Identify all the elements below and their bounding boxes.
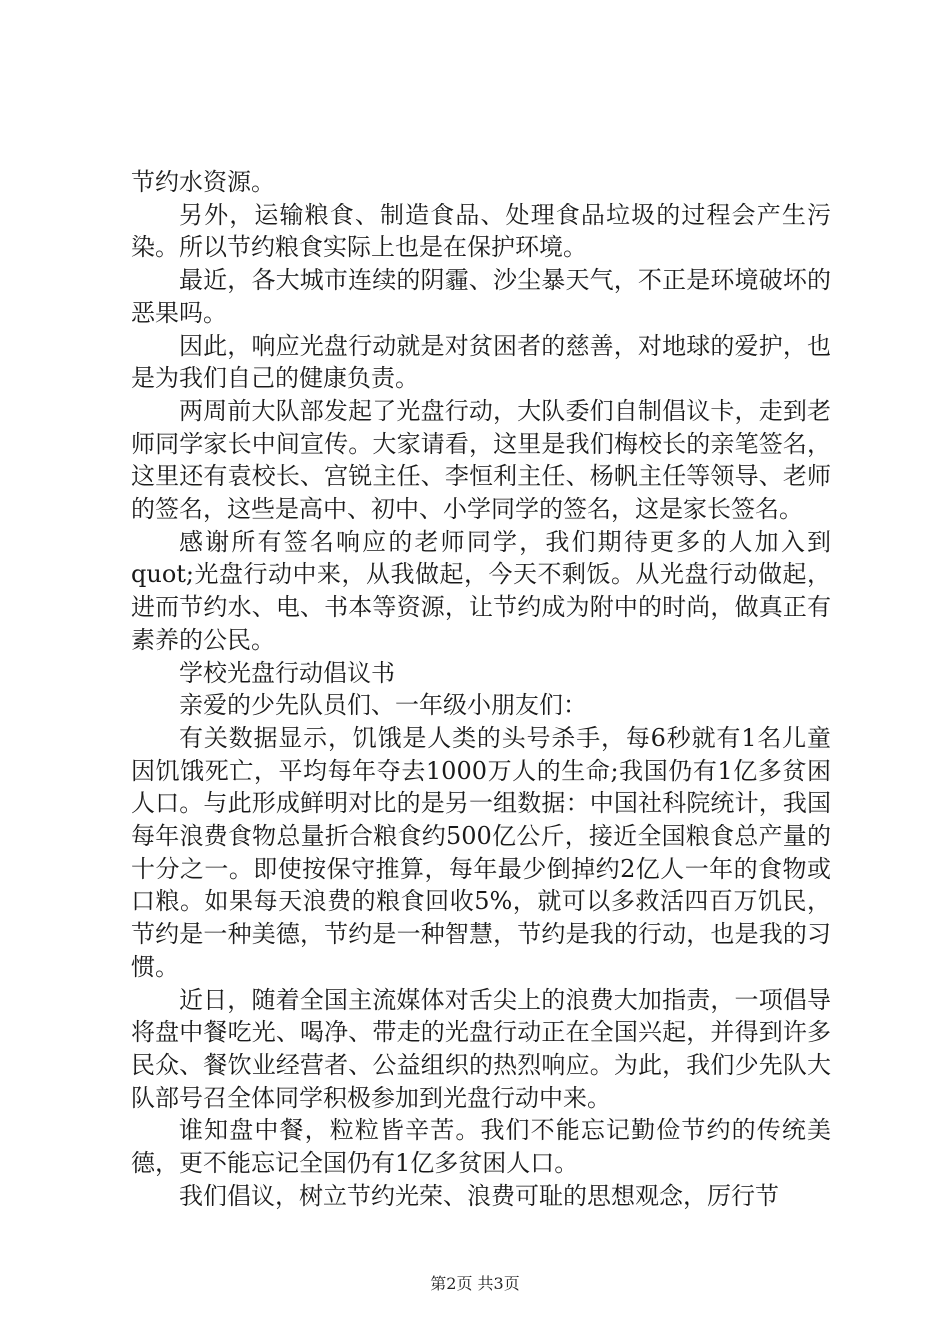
page-number-footer: 第2页 共3页	[430, 1274, 520, 1293]
paragraph-1: 节约水资源。	[131, 168, 275, 196]
section-title: 学校光盘行动倡议书	[179, 658, 395, 687]
paragraph-6: 感谢所有签名响应的老师同学，我们期待更多的人加入到quot;光盘行动中来，从我做起，今天不剩饭。从光盘行动做起，进而节约水、电、书本等资源，让节约成为附中的时尚，做真正有素养的公民。	[131, 527, 831, 654]
paragraph-12: 我们倡议，树立节约光荣、浪费可耻的思想观念，厉行节	[179, 1181, 779, 1210]
paragraph-10: 近日，随着全国主流媒体对舌尖上的浪费大加指责，一项倡导将盘中餐吃光、喝净、带走的光盘行动正在全国兴起，并得到许多民众、餐饮业经营者、公益组织的热烈响应。为此，我们少先队大队部号召全体同学积极参加到光盘行动中来。	[131, 985, 831, 1112]
document-body	[131, 166, 831, 1213]
paragraph-3: 最近，各大城市连续的阴霾、沙尘暴天气，不正是环境破坏的恶果吗。	[131, 266, 831, 327]
paragraph-4: 因此，响应光盘行动就是对贫困者的慈善，对地球的爱护，也是为我们自己的健康负责。	[131, 331, 831, 393]
paragraph-11: 谁知盘中餐，粒粒皆辛苦。我们不能忘记勤俭节约的传统美德，更不能忘记全国仍有1亿多贫困人口。	[131, 1116, 831, 1178]
paragraph-5: 两周前大队部发起了光盘行动，大队委们自制倡议卡，走到老师同学家长中间宣传。大家请看，这里是我们梅校长的亲笔签名，这里还有袁校长、宫锐主任、李恒利主任、杨帆主任等领导、老师的签名，这些是高中、初中、小学同学的签名，这是家长签名。	[131, 396, 831, 524]
paragraph-2: 另外，运输粮食、制造食品、处理食品垃圾的过程会产生污染。所以节约粮食实际上也是在保护环境。	[131, 200, 831, 262]
paragraph-9: 有关数据显示，饥饿是人类的头号杀手，每6秒就有1名儿童因饥饿死亡，平均每年夺去1000万人的生命;我国仍有1亿多贫困人口。与此形成鲜明对比的是另一组数据：中国社科院统计，我国每年浪费食物总量折合粮食约500亿公斤，接近全国粮食总产量的十分之一。即使按保守推算，每年最少倒掉约2亿人一年的食物或口粮。如果每天浪费的粮食回收5%，就可以多救活四百万饥民，节约是一种美德，节约是一种智慧，节约是我的行动，也是我的习惯。	[131, 723, 831, 981]
salutation: 亲爱的少先队员们、一年级小朋友们：	[179, 691, 587, 720]
